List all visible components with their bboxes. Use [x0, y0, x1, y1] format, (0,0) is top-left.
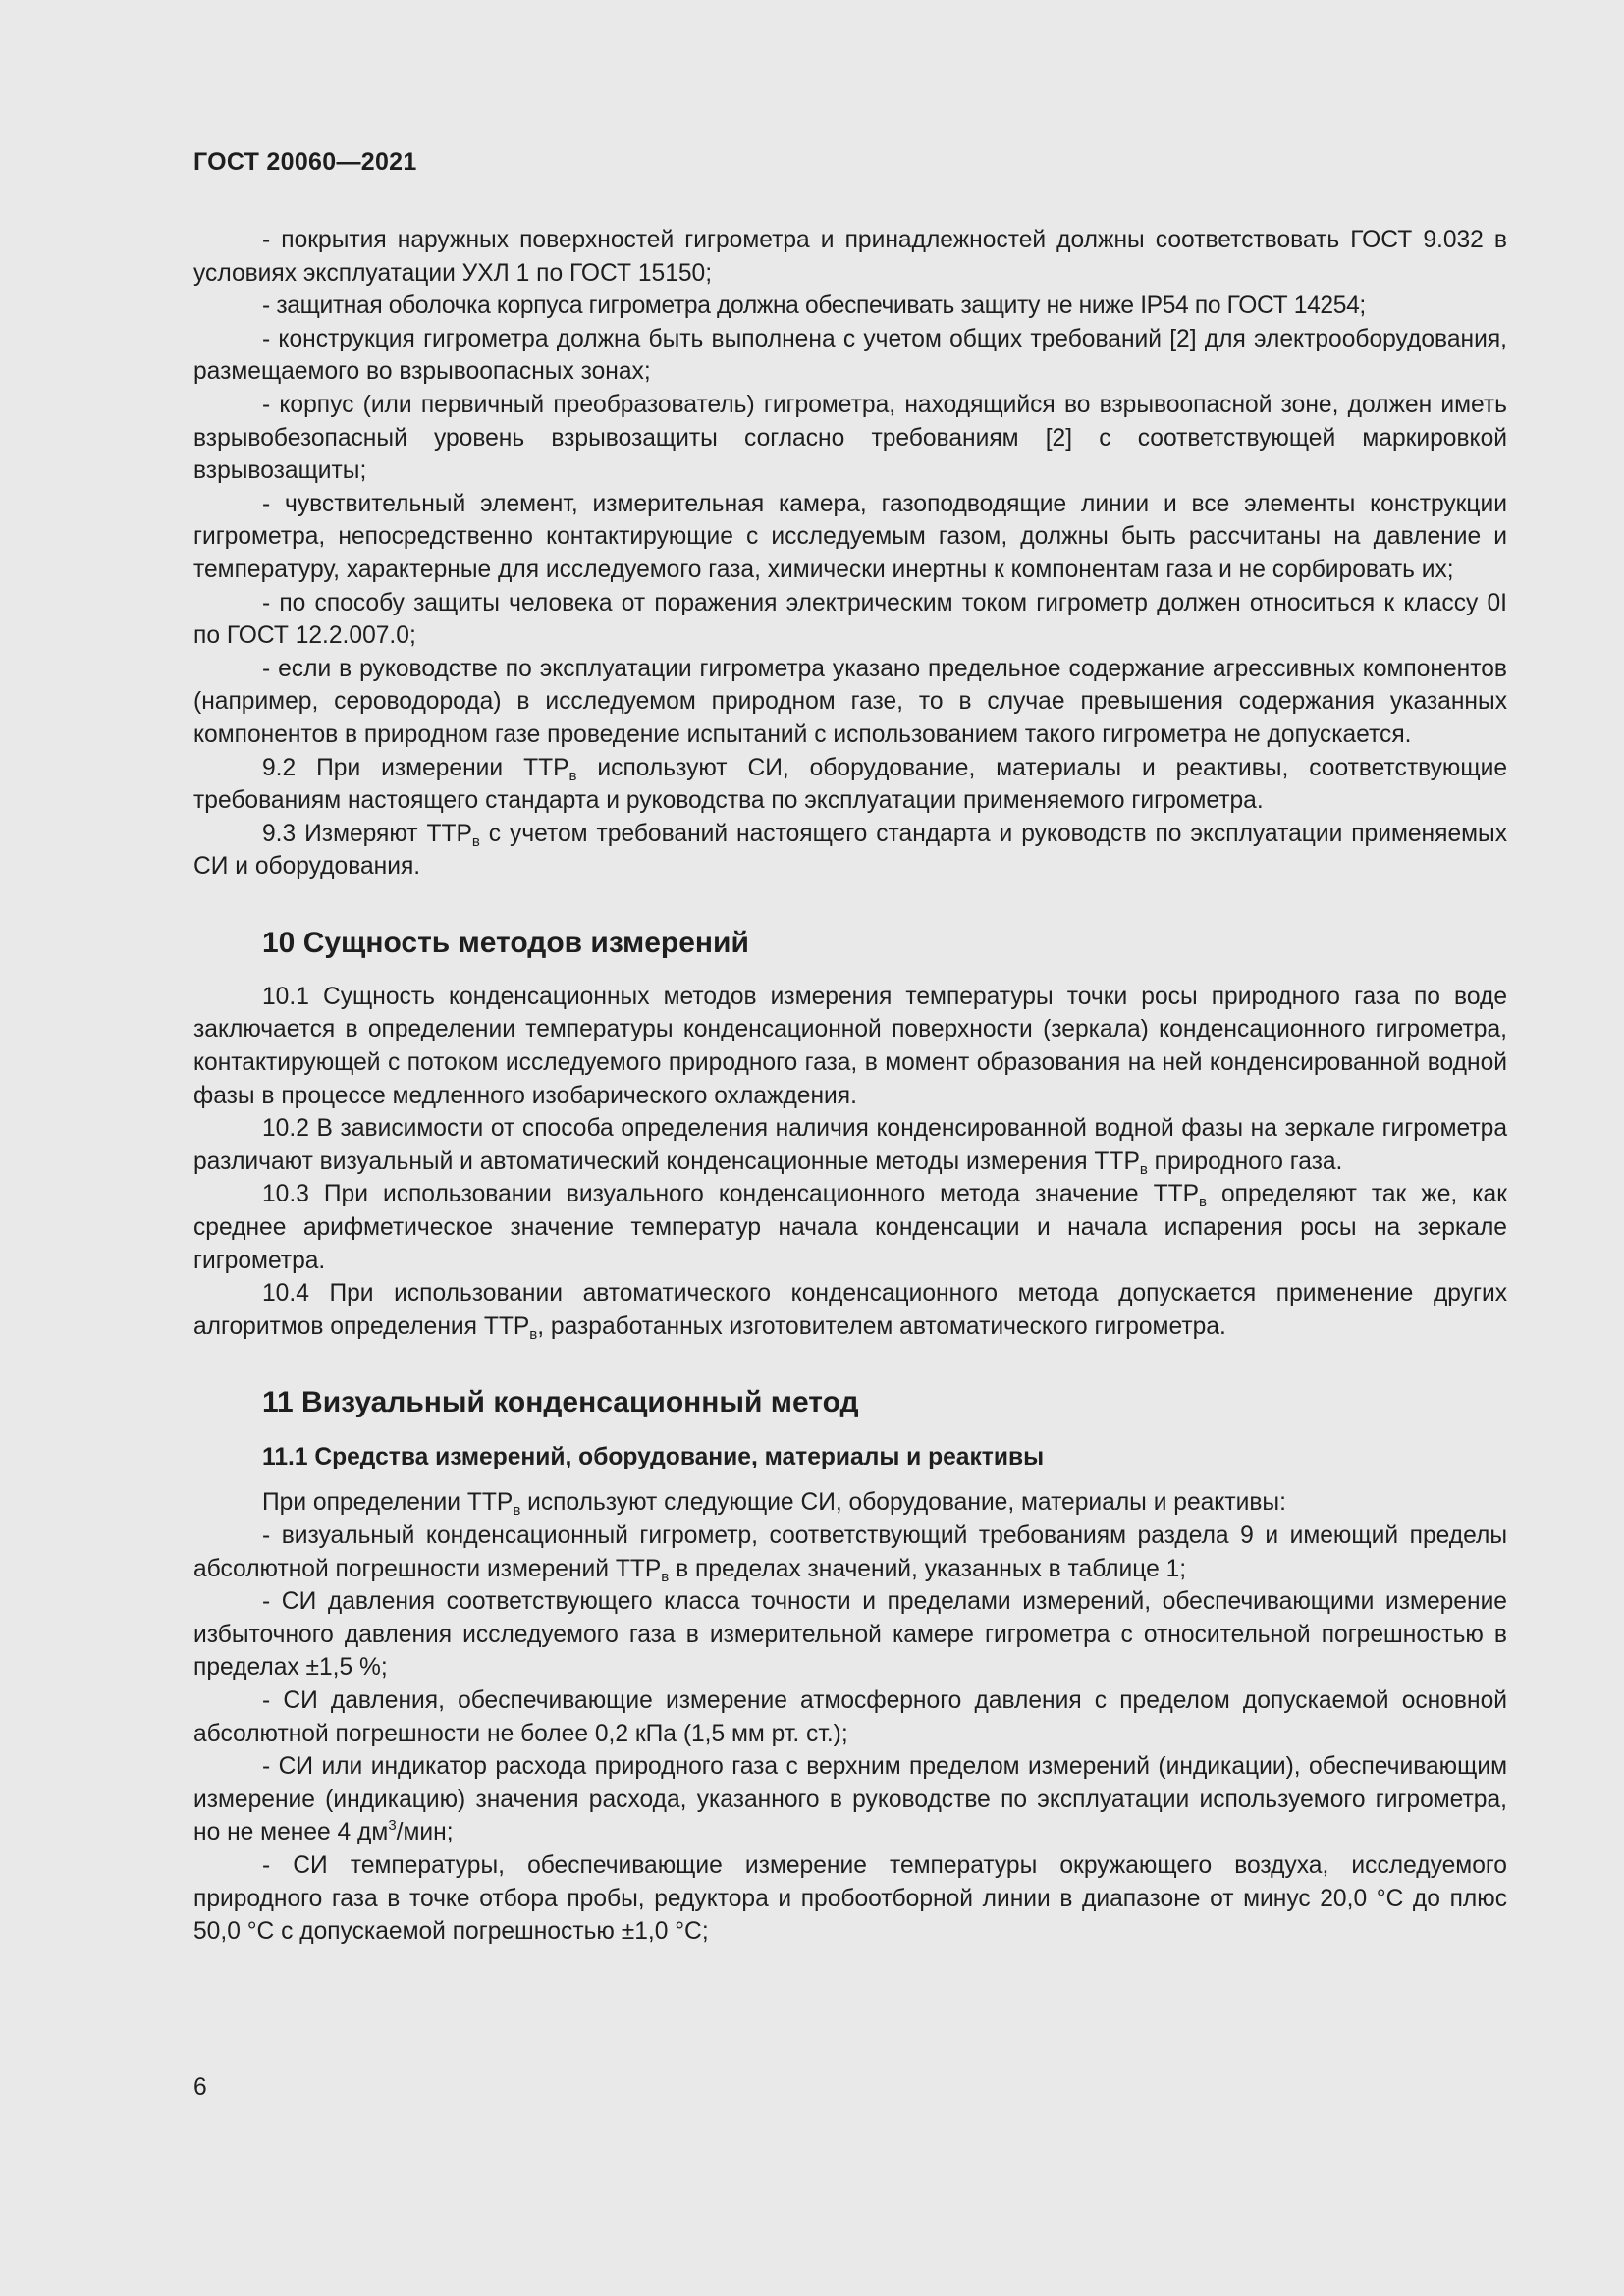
subsection-11-1-heading: 11.1 Средства измерений, оборудование, материалы и реактивы: [262, 1444, 1045, 1471]
paragraph-9-2: 9.2 При измерении $ТТР_в$ используют СИ, оборудование, материалы и реактивы, соответствующие требованиям настоящего стандарта и руководства по эксплуатации применяемого гигрометра.: [193, 754, 1508, 815]
list-item: - покрытия наружных поверхностей гигрометра и принадлежностей должны соответствовать ГОСТ 9.032 в условиях эксплуатации УХЛ 1 по ГОСТ 15150;: [193, 227, 1507, 287]
paragraph-10-1: 10.1 Сущность конденсационных методов измерения температуры точки росы природного газа по воде заключается в определении температуры конденсационной поверхности (зеркала) конденсационного гигрометра, контактирующей с потоком исследуемого природного газа, в момент образования на ней конденсированной водной фазы в процессе медленного изобарического охлаждения.: [193, 983, 1507, 1109]
paragraph-10-2: 10.2 В зависимости от способа определения наличия конденсированной водной фазы на зеркале гигрометра различают визуальный и автоматический конденсационные методы измерения $ТТР_в$ природного газа.: [193, 1115, 1507, 1178]
document-header: ГОСТ 20060—2021: [193, 148, 417, 176]
paragraph-9-3: 9.3 Измеряют $ТТР_в$ с учетом требований настоящего стандарта и руководств по эксплуатации применяемых СИ и оборудования.: [193, 820, 1508, 881]
list-item: - если в руководстве по эксплуатации гигрометра указано предельное содержание агрессивных компонентов (например, сероводорода) в исследуемом природном газе, то в случае превышения содержания указанных компонентов в природном газе проведение испытаний с использованием такого гигрометра не допускается.: [193, 655, 1507, 748]
list-item: - СИ или индикатор расхода природного газа с верхним пределом измерений (индикации), обеспечивающим измерение (индикацию) значения расхода, указанного в руководстве по эксплуатации используемого гигрометра, но не менее 4 $дм^3$/мин;: [193, 1753, 1507, 1846]
section-10-heading: 10 Сущность методов измерений: [262, 926, 749, 959]
page-number: 6: [193, 2074, 207, 2101]
paragraph-10-4: 10.4 При использовании автоматического конденсационного метода допускается применение других алгоритмов определения $ТТР_в$, разработанных изготовителем автоматического гигрометра.: [193, 1280, 1507, 1343]
list-item: - визуальный конденсационный гигрометр, соответствующий требованиям раздела 9 и имеющий пределы абсолютной погрешности измерений $ТТР_в$ в пределах значений, указанных в таблице 1;: [193, 1522, 1507, 1585]
list-item: - СИ температуры, обеспечивающие измерение температуры окружающего воздуха, исследуемого природного газа в точке отбора пробы, редуктора и пробоотборной линии в диапазоне от минус 20,0 °С до плюс 50,0 °С с допускаемой погрешностью ±1,0 °С;: [193, 1851, 1507, 1946]
list-item: - СИ давления, обеспечивающие измерение атмосферного давления с пределом допускаемой основной абсолютной погрешности не более 0,2 кПа (1,5 мм рт. ст.);: [193, 1686, 1507, 1747]
paragraph-10-3: 10.3 При использовании визуального конденсационного метода значение $ТТР_в$ определяют так же, как среднее арифметическое значение температур начала конденсации и начала испарения росы на зеркале гигрометра.: [193, 1181, 1507, 1274]
paragraph-11-1-intro: При определении $ТТР_в$ используют следующие СИ, оборудование, материалы и реактивы:: [262, 1489, 1286, 1520]
list-item: - чувствительный элемент, измерительная камера, газоподводящие линии и все элементы конструкции гигрометра, непосредственно контактирующие с исследуемым газом, должны быть рассчитаны на давление и температуру, характерные для исследуемого газа, химически инертны к компонентам газа и не сорбировать их;: [193, 490, 1507, 583]
list-item: - защитная оболочка корпуса гигрометра должна обеспечивать защиту не ниже IP54 по ГОСТ 14254;: [262, 293, 1366, 320]
document-body: [193, 224, 1507, 1949]
list-item: - корпус (или первичный преобразователь) гигрометра, находящийся во взрывоопасной зоне, должен иметь взрывобезопасный уровень взрывозащиты согласно требованиям [2] с соответствующей маркировкой взрывозащиты;: [193, 391, 1507, 485]
list-item: - СИ давления соответствующего класса точности и пределами измерений, обеспечивающими измерение избыточного давления исследуемого газа в измерительной камере гигрометра с относительной погрешностью в пределах ±1,5 %;: [193, 1588, 1507, 1682]
list-item: - конструкция гигрометра должна быть выполнена с учетом общих требований [2] для электрооборудования, размещаемого во взрывоопасных зонах;: [193, 325, 1507, 386]
list-item: - по способу защиты человека от поражения электрическим током гигрометр должен относиться к классу 0I по ГОСТ 12.2.007.0;: [193, 589, 1507, 650]
section-11-heading: 11 Визуальный конденсационный метод: [262, 1386, 859, 1419]
